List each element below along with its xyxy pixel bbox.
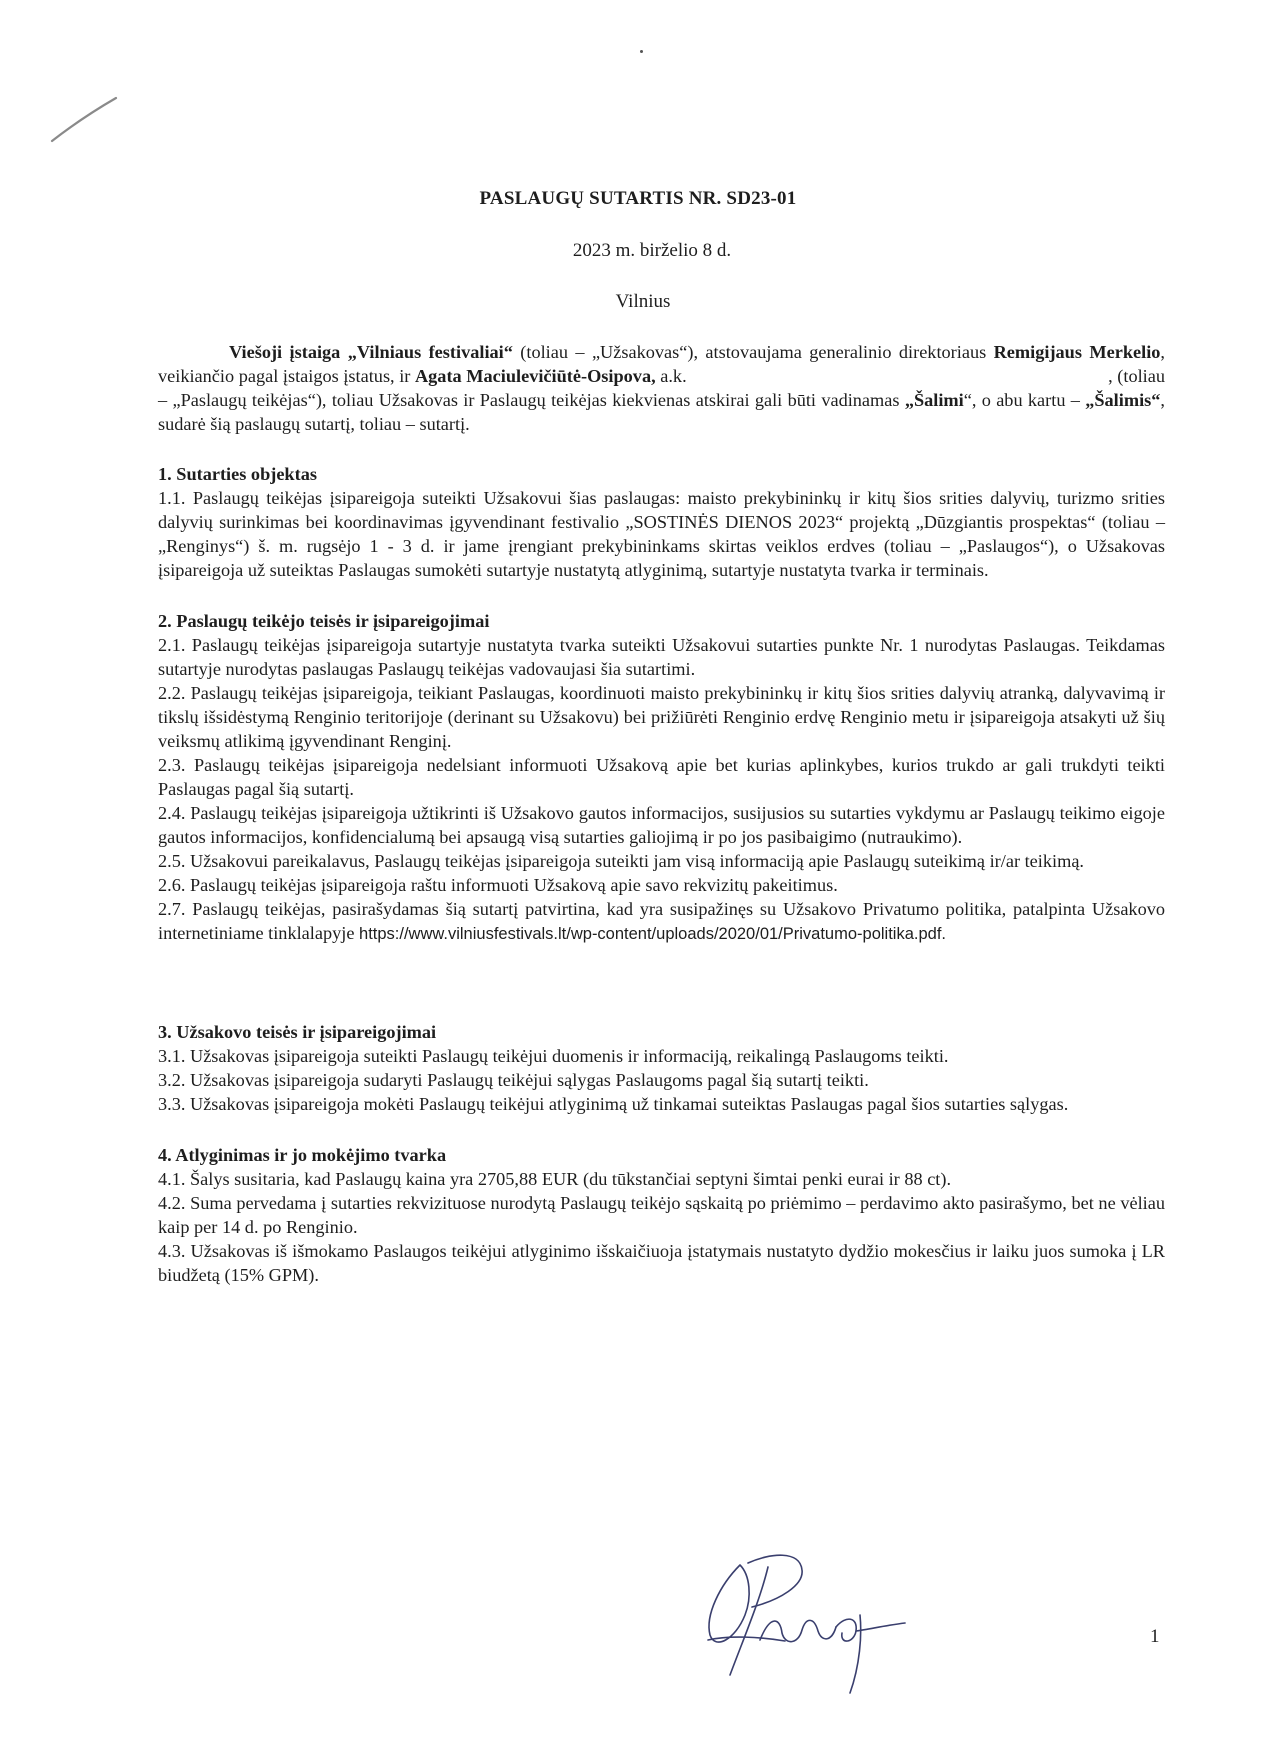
clause-2-3: 2.3. Paslaugų teikėjas įsipareigoja nedelsiant informuoti Užsakovą apie bet kurias aplinkybes, kurios trukdo ar gali trukdyti teikti Paslaugas pagal šią sutartį. <box>158 755 1165 799</box>
section-heading: 1. Sutarties objektas <box>158 464 317 484</box>
pen-mark-icon <box>50 95 120 145</box>
intro-text-4: “, o abu kartu – <box>963 390 1086 410</box>
intro-text-2: , veikiančio pagal įstaigos įstatus, ir <box>158 342 1165 386</box>
section-heading: 2. Paslaugų teikėjo teisės ir įsipareigojimai <box>158 611 490 631</box>
clause-4-1: 4.1. Šalys susitaria, kad Paslaugų kaina yra 2705,88 EUR (du tūkstančiai septyni šimtai penki eurai ir 88 ct). <box>158 1169 952 1189</box>
scan-speck <box>640 50 643 53</box>
clause-2-7 <box>158 897 1165 946</box>
clause-4-2: 4.2. Suma pervedama į sutarties rekvizituose nurodytą Paslaugų teikėjo sąskaitą po priėmimo – perdavimo akto pasirašymo, bet ne vėliau kaip per 14 d. po Renginio. <box>158 1193 1165 1237</box>
intro-text-3: a.k. , (toliau – „Paslaugų teikėjas“), toliau Užsakovas ir Paslaugų teikėjas kiekvienas atskirai gali būti vadinamas <box>158 366 1170 410</box>
intro-text-1: (toliau – „Užsakovas“), atstovaujama generalinio direktoriaus <box>512 342 994 362</box>
section-1 <box>158 462 1165 582</box>
section-4 <box>158 1143 1165 1287</box>
intro-text-5: , sudarė šią paslaugų sutartį, toliau – sutartį. <box>158 390 1165 434</box>
signature-icon <box>690 1545 910 1695</box>
privacy-policy-link[interactable]: https://www.vilniusfestivals.lt/wp-content/uploads/2020/01/Privatumo-politika.pdf. <box>359 925 946 943</box>
contract-date: 2023 m. birželio 8 d. <box>572 240 732 261</box>
clause-2-1: 2.1. Paslaugų teikėjas įsipareigoja sutartyje nustatyta tvarka suteikti Užsakovui sutarties punkte Nr. 1 nurodytas Paslaugas. Teikdamas sutartyje nurodytas paslaugas Paslaugų teikėjas vadovaujasi šia sutartimi. <box>158 635 1165 679</box>
term-plural: „Šalimis“ <box>1085 390 1161 410</box>
clause-2-4: 2.4. Paslaugų teikėjas įsipareigoja užtikrinti iš Užsakovo gautos informacijos, susijusios su sutarties vykdymu ar Paslaugų teikimo eigoje gautos informacijos, konfidencialumą bei apsaugą visą sutarties galiojimą ir po jos pasibaigimo (nutraukimo). <box>158 803 1165 847</box>
clause-3-1: 3.1. Užsakovas įsipareigoja suteikti Paslaugų teikėjui duomenis ir informaciją, reikalingą Paslaugoms teikti. <box>158 1046 949 1066</box>
clause-3-3: 3.3. Užsakovas įsipareigoja mokėti Paslaugų teikėjui atlyginimą už tinkamai suteiktas Paslaugas pagal šios sutarties sąlygas. <box>158 1094 1069 1114</box>
contract-title: PASLAUGŲ SUTARTIS NR. SD23-01 <box>479 188 797 209</box>
section-heading: 4. Atlyginimas ir jo mokėjimo tvarka <box>158 1145 447 1165</box>
section-2 <box>158 609 1165 946</box>
clause-2-2: 2.2. Paslaugų teikėjas įsipareigoja, teikiant Paslaugas, koordinuoti maisto prekybininkų ir kitų šios srities dalyvių atranką, dalyvavimą ir tikslų išsidėstymą Renginio teritorijoje (derinant su Užsakovu) bei prižiūrėti Renginio erdvę Renginio metu ir įsipareigoja atsakyti už šių veiksmų atlikimą įgyvendinant Renginį. <box>158 683 1165 751</box>
clause-2-6: 2.6. Paslaugų teikėjas įsipareigoja raštu informuoti Užsakovą apie savo rekvizitų pakeitimus. <box>158 875 838 895</box>
contract-city: Vilnius <box>615 291 671 312</box>
clause-3-2: 3.2. Užsakovas įsipareigoja sudaryti Paslaugų teikėjui sąlygas Paslaugoms pagal šią sutartį teikti. <box>158 1070 869 1090</box>
clause-1-1: 1.1. Paslaugų teikėjas įsipareigoja suteikti Užsakovui šias paslaugas: maisto prekybininkų ir kitų šios srities dalyvių, turizmo srities dalyvių surinkimas bei koordinavimas įgyvendinant festivalio „SOSTINĖS DIENOS 2023“ projektą „Dūzgiantis prospektas“ (toliau – „Renginys“) š. m. rugsėjo 1 - 3 d. ir jame įrengiant prekybininkams skirtas veiklos erdves (toliau – „Paslaugos“), o Užsakovas įsipareigoja už suteiktas Paslaugas sumokėti sutartyje nustatytą atlyginimą, sutartyje nustatyta tvarka ir terminais. <box>158 488 1165 580</box>
party1-name: Viešoji įstaiga „Vilniaus festivaliai“ <box>229 342 513 362</box>
term-single: „Šalimi <box>904 390 964 410</box>
intro-paragraph <box>158 340 1170 436</box>
contract-body <box>158 340 1170 1314</box>
clause-4-3: 4.3. Užsakovas iš išmokamo Paslaugos teikėjui atlyginimo išskaičiuoja įstatymais nustatyto dydžio mokesčius ir laiku juos sumoka į LR biudžetą (15% GPM). <box>158 1241 1165 1285</box>
section-3 <box>158 1020 1165 1116</box>
section-heading: 3. Užsakovo teisės ir įsipareigojimai <box>158 1022 437 1042</box>
party2-name: Agata Maciulevičiūtė-Osipova, <box>414 366 656 386</box>
clause-2-7-text: 2.7. Paslaugų teikėjas, pasirašydamas šią sutartį patvirtina, kad yra susipažinęs su Užsakovo Privatumo politika, patalpinta Užsakovo internetiniame tinklalapyje <box>158 899 1165 943</box>
clause-2-5: 2.5. Užsakovui pareikalavus, Paslaugų teikėjas įsipareigoja suteikti jam visą informaciją apie Paslaugų suteikimą ir/ar teikimą. <box>158 851 1084 871</box>
page-number: 1 <box>1150 1626 1160 1647</box>
representative-name: Remigijaus Merkelio <box>993 342 1161 362</box>
